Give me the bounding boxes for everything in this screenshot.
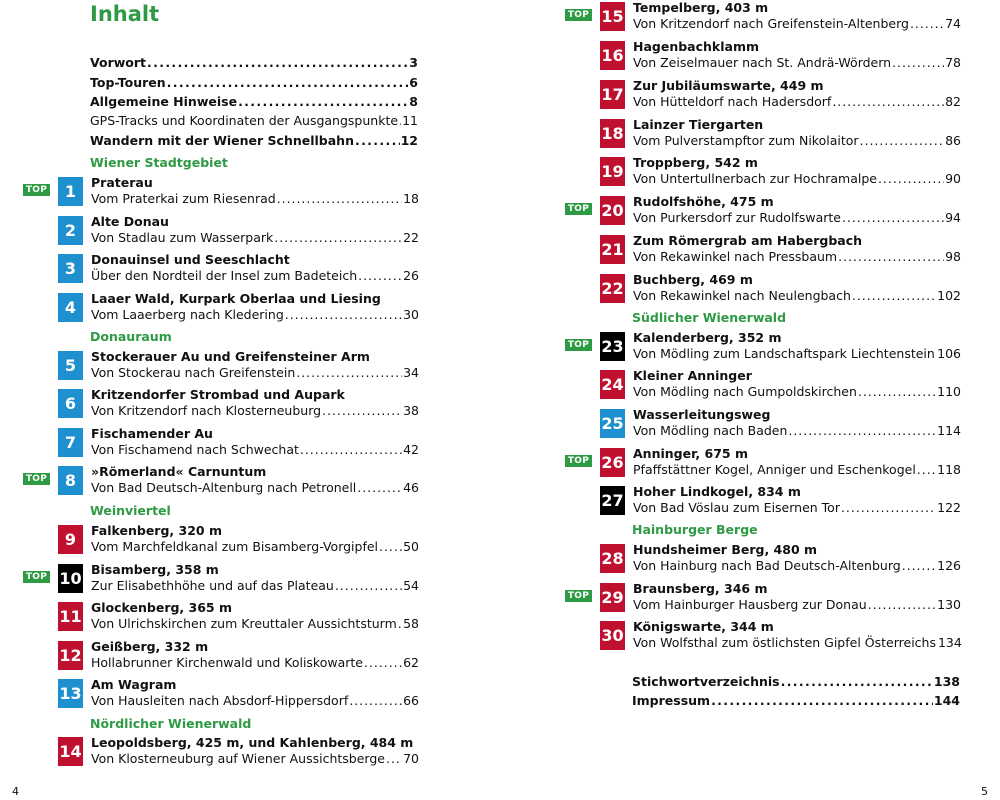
dot-leader xyxy=(910,16,944,31)
dot-leader xyxy=(841,500,936,515)
tour-route-line xyxy=(633,597,961,612)
tour-number-badge: 29 xyxy=(600,583,625,612)
dot-leader xyxy=(167,75,409,90)
tour-route: Von Ulrichskirchen zum Kreuttaler Aussichtsturm xyxy=(91,616,397,631)
tour-route-line xyxy=(91,268,419,283)
tour-page: 98 xyxy=(945,249,961,264)
tour-route: Pfaffstättner Kogel, Anniger und Eschenkogel xyxy=(633,462,916,477)
dot-leader xyxy=(842,210,944,225)
tour-title: Glockenberg, 365 m xyxy=(91,600,233,615)
top-tour-badge: TOP xyxy=(565,590,592,602)
tour-page: 50 xyxy=(403,539,419,554)
dot-leader xyxy=(399,113,401,128)
tour-route: Vom Hainburger Hausberg zur Donau xyxy=(633,597,867,612)
top-tour-badge: TOP xyxy=(565,455,592,467)
tour-entry[interactable] xyxy=(600,542,965,576)
page-number-left: 4 xyxy=(12,785,19,798)
tour-number-badge: 12 xyxy=(58,641,83,670)
tour-route-line xyxy=(91,616,419,631)
tour-entry[interactable] xyxy=(58,387,423,421)
right-page xyxy=(500,0,1000,800)
page-heading: Inhalt xyxy=(90,2,160,26)
tour-route: Vom Pulverstampftor zum Nikolaitor xyxy=(633,133,859,148)
tour-number-badge: 21 xyxy=(600,235,625,264)
dot-leader xyxy=(274,230,402,245)
tour-title: Praterau xyxy=(91,175,153,190)
tour-title: Geißberg, 332 m xyxy=(91,639,209,654)
tour-route-line xyxy=(633,635,961,650)
tour-page: 26 xyxy=(403,268,419,283)
tour-number-badge: 19 xyxy=(600,157,625,186)
tour-number-badge: 8 xyxy=(58,466,83,495)
tour-entry[interactable] xyxy=(600,619,965,653)
tour-number-badge: 3 xyxy=(58,254,83,283)
tour-route-line xyxy=(633,16,961,31)
tour-route-line xyxy=(633,423,961,438)
toc-front-entry[interactable] xyxy=(90,113,418,128)
tour-page: 18 xyxy=(403,191,419,206)
toc-front-entry[interactable] xyxy=(90,94,418,109)
top-tour-badge: TOP xyxy=(23,184,50,196)
tour-route: Von Bad Deutsch-Altenburg nach Petronell xyxy=(91,480,357,495)
tour-page: 42 xyxy=(403,442,419,457)
tour-title: Hundsheimer Berg, 480 m xyxy=(633,542,818,557)
tour-route-line xyxy=(91,655,419,670)
tour-number-badge: 11 xyxy=(58,602,83,631)
tour-entry[interactable] xyxy=(600,272,965,306)
tour-route-line xyxy=(91,539,419,554)
top-tour-badge: TOP xyxy=(23,473,50,485)
tour-title: Bisamberg, 358 m xyxy=(91,562,219,577)
tour-entry[interactable] xyxy=(600,233,965,267)
toc-front-entry-page: 12 xyxy=(400,133,418,148)
tour-route: Hollabrunner Kirchenwald und Koliskowarte xyxy=(91,655,363,670)
tour-page: 110 xyxy=(937,384,961,399)
tour-entry[interactable] xyxy=(58,349,423,383)
toc-front-entry-label: Top-Touren xyxy=(90,75,166,90)
dot-leader xyxy=(147,55,408,70)
tour-entry[interactable] xyxy=(58,291,423,325)
tour-page: 130 xyxy=(937,597,961,612)
tour-route-line xyxy=(633,249,961,264)
tour-route-line xyxy=(91,480,419,495)
section-heading: Hainburger Berge xyxy=(632,522,758,537)
dot-leader xyxy=(285,307,402,322)
tour-route-line xyxy=(91,191,419,206)
tour-route-line xyxy=(633,500,961,515)
toc-front-entry-page: 6 xyxy=(409,75,418,90)
tour-page: 82 xyxy=(945,94,961,109)
tour-title: Hoher Lindkogel, 834 m xyxy=(633,484,801,499)
tour-page: 90 xyxy=(945,171,961,186)
dot-leader xyxy=(852,288,936,303)
tour-route: Von Hainburg nach Bad Deutsch-Altenburg xyxy=(633,558,901,573)
tour-page: 34 xyxy=(403,365,419,380)
toc-back-entry-page: 144 xyxy=(933,693,960,708)
toc-back-entry-label: Stichwortverzeichnis xyxy=(632,674,780,689)
tour-title: Buchberg, 469 m xyxy=(633,272,753,287)
tour-route: Von Stadlau zum Wasserpark xyxy=(91,230,274,245)
tour-page: 54 xyxy=(403,578,419,593)
tour-entry[interactable] xyxy=(600,407,965,441)
top-tour-badge: TOP xyxy=(23,571,50,583)
tour-route-line xyxy=(91,403,419,418)
dot-leader xyxy=(711,693,933,708)
dot-leader xyxy=(357,480,402,495)
dot-leader xyxy=(335,578,402,593)
tour-title: Alte Donau xyxy=(91,214,169,229)
dot-leader xyxy=(300,442,402,457)
dot-leader xyxy=(860,133,945,148)
tour-title: Hagenbachklamm xyxy=(633,39,759,54)
page-number-right: 5 xyxy=(981,785,988,798)
dot-leader xyxy=(838,249,944,264)
dot-leader xyxy=(892,55,944,70)
tour-number-badge: 22 xyxy=(600,274,625,303)
dot-leader xyxy=(364,655,402,670)
tour-entry[interactable] xyxy=(600,0,965,34)
tour-title: Kritzendorfer Strombad und Aupark xyxy=(91,387,345,402)
tour-title: Laaer Wald, Kurpark Oberlaa und Liesing xyxy=(91,291,381,306)
tour-page: 66 xyxy=(403,693,419,708)
dot-leader xyxy=(917,462,936,477)
tour-entry[interactable] xyxy=(58,600,423,634)
dot-leader xyxy=(379,539,402,554)
section-heading: Wiener Stadtgebiet xyxy=(90,155,228,170)
toc-back-entry-page: 138 xyxy=(933,674,960,689)
tour-title: Rudolfshöhe, 475 m xyxy=(633,194,774,209)
tour-number-badge: 13 xyxy=(58,679,83,708)
tour-route-line xyxy=(633,288,961,303)
section-heading: Nördlicher Wienerwald xyxy=(90,716,252,731)
tour-number-badge: 25 xyxy=(600,409,625,438)
tour-number-badge: 10 xyxy=(58,564,83,593)
tour-title: Kleiner Anninger xyxy=(633,368,752,383)
tour-route: Von Untertullnerbach zur Hochramalpe xyxy=(633,171,877,186)
tour-page: 86 xyxy=(945,133,961,148)
tour-title: Königswarte, 344 m xyxy=(633,619,774,634)
tour-entry[interactable] xyxy=(600,39,965,73)
toc-front-entry-page: 11 xyxy=(402,113,418,128)
tour-page: 30 xyxy=(403,307,419,322)
tour-route-line xyxy=(633,346,961,361)
tour-entry[interactable] xyxy=(58,426,423,460)
tour-title: Braunsberg, 346 m xyxy=(633,581,768,596)
dot-leader xyxy=(878,171,944,186)
tour-page: 38 xyxy=(403,403,419,418)
tour-page: 118 xyxy=(937,462,961,477)
dot-leader xyxy=(322,403,402,418)
tour-entry[interactable] xyxy=(600,368,965,402)
tour-number-badge: 9 xyxy=(58,525,83,554)
toc-front-entry-page: 3 xyxy=(409,55,418,70)
tour-route: Von Wolfsthal zum östlichsten Gipfel Österreichs xyxy=(633,635,936,650)
tour-entry[interactable] xyxy=(600,78,965,112)
toc-front-entry-label: GPS-Tracks und Koordinaten der Ausgangspunkte xyxy=(90,113,399,128)
tour-entry[interactable] xyxy=(600,117,965,151)
dot-leader xyxy=(832,94,944,109)
tour-page: 126 xyxy=(937,558,961,573)
tour-title: »Römerland« Carnuntum xyxy=(91,464,267,479)
tour-number-badge: 5 xyxy=(58,351,83,380)
tour-title: Wasserleitungsweg xyxy=(633,407,771,422)
tour-title: Kalenderberg, 352 m xyxy=(633,330,782,345)
tour-number-badge: 30 xyxy=(600,621,625,650)
tour-route: Vom Praterkai zum Riesenrad xyxy=(91,191,276,206)
tour-number-badge: 6 xyxy=(58,389,83,418)
dot-leader xyxy=(858,384,936,399)
tour-entry[interactable] xyxy=(58,562,423,596)
dot-leader xyxy=(296,365,402,380)
tour-route: Von Mödling zum Landschaftspark Liechtenstein xyxy=(633,346,935,361)
tour-page: 122 xyxy=(937,500,961,515)
toc-front-entry-label: Vorwort xyxy=(90,55,147,70)
tour-number-badge: 26 xyxy=(600,448,625,477)
tour-page: 114 xyxy=(937,423,961,438)
tour-page: 58 xyxy=(403,616,419,631)
section-heading: Donauraum xyxy=(90,329,172,344)
tour-entry[interactable] xyxy=(600,484,965,518)
tour-route: Von Hütteldorf nach Hadersdorf xyxy=(633,94,832,109)
tour-number-badge: 27 xyxy=(600,486,625,515)
tour-route-line xyxy=(633,558,961,573)
tour-number-badge: 17 xyxy=(600,80,625,109)
tour-title: Leopoldsberg, 425 m, und Kahlenberg, 484 m xyxy=(91,735,414,750)
tour-route-line xyxy=(91,307,419,322)
tour-route-line xyxy=(633,462,961,477)
section-heading: Südlicher Wienerwald xyxy=(632,310,787,325)
tour-route: Von Kritzendorf nach Greifenstein-Altenberg xyxy=(633,16,909,31)
tour-page: 70 xyxy=(403,751,419,766)
tour-page: 94 xyxy=(945,210,961,225)
tour-title: Falkenberg, 320 m xyxy=(91,523,222,538)
tour-route: Vom Marchfeldkanal zum Bisamberg-Vorgipfel xyxy=(91,539,379,554)
tour-title: Zum Römergrab am Habergbach xyxy=(633,233,863,248)
dot-leader xyxy=(868,597,936,612)
toc-front-entry[interactable] xyxy=(90,75,418,90)
tour-number-badge: 20 xyxy=(600,196,625,225)
tour-entry[interactable] xyxy=(58,464,423,498)
dot-leader xyxy=(902,558,936,573)
toc-back-entry[interactable] xyxy=(632,674,960,689)
tour-title: Am Wagram xyxy=(91,677,177,692)
tour-route-line xyxy=(91,230,419,245)
toc-back-entry[interactable] xyxy=(632,693,960,708)
tour-number-badge: 23 xyxy=(600,332,625,361)
tour-title: Stockerauer Au und Greifensteiner Arm xyxy=(91,349,370,364)
tour-page: 134 xyxy=(937,635,962,650)
tour-entry[interactable] xyxy=(600,446,965,480)
tour-entry[interactable] xyxy=(58,639,423,673)
tour-number-badge: 1 xyxy=(58,177,83,206)
section-heading: Weinviertel xyxy=(90,503,171,518)
tour-route-line xyxy=(633,94,961,109)
tour-page: 74 xyxy=(945,16,961,31)
toc-front-entry[interactable] xyxy=(90,133,418,148)
tour-number-badge: 2 xyxy=(58,216,83,245)
toc-back-entry-label: Impressum xyxy=(632,693,711,708)
dot-leader xyxy=(349,693,402,708)
tour-entry[interactable] xyxy=(58,214,423,248)
dot-leader xyxy=(386,751,402,766)
tour-number-badge: 16 xyxy=(600,41,625,70)
dot-leader xyxy=(277,191,402,206)
dot-leader xyxy=(788,423,936,438)
tour-title: Tempelberg, 403 m xyxy=(633,0,769,15)
tour-title: Troppberg, 542 m xyxy=(633,155,758,170)
tour-route: Von Fischamend nach Schwechat xyxy=(91,442,299,457)
tour-route-line xyxy=(91,751,419,766)
tour-entry[interactable] xyxy=(600,155,965,189)
tour-page: 46 xyxy=(403,480,419,495)
tour-route: Über den Nordteil der Insel zum Badeteich xyxy=(91,268,358,283)
toc-front-entry-page: 8 xyxy=(409,94,418,109)
tour-page: 78 xyxy=(945,55,961,70)
tour-title: Fischamender Au xyxy=(91,426,213,441)
tour-title: Donauinsel und Seeschlacht xyxy=(91,252,290,267)
tour-route: Von Mödling nach Baden xyxy=(633,423,788,438)
tour-route-line xyxy=(91,442,419,457)
tour-route: Von Bad Vöslau zum Eisernen Tor xyxy=(633,500,840,515)
tour-route: Von Purkersdorf zur Rudolfswarte xyxy=(633,210,841,225)
tour-entry[interactable] xyxy=(600,330,965,364)
tour-title: Anninger, 675 m xyxy=(633,446,748,461)
tour-route-line xyxy=(91,365,419,380)
tour-number-badge: 24 xyxy=(600,370,625,399)
tour-title: Lainzer Tiergarten xyxy=(633,117,764,132)
tour-number-badge: 4 xyxy=(58,293,83,322)
tour-route-line xyxy=(633,133,961,148)
tour-entry[interactable] xyxy=(600,581,965,615)
tour-number-badge: 7 xyxy=(58,428,83,457)
tour-title: Zur Jubiläumswarte, 449 m xyxy=(633,78,824,93)
tour-page: 22 xyxy=(403,230,419,245)
dot-leader xyxy=(398,616,402,631)
top-tour-badge: TOP xyxy=(565,9,592,21)
tour-route: Zur Elisabethhöhe und auf das Plateau xyxy=(91,578,334,593)
tour-number-badge: 15 xyxy=(600,2,625,31)
toc-front-entry-label: Wandern mit der Wiener Schnellbahn xyxy=(90,133,354,148)
dot-leader xyxy=(358,268,402,283)
tour-page: 62 xyxy=(403,655,419,670)
tour-route-line xyxy=(633,210,961,225)
tour-route-line xyxy=(633,171,961,186)
tour-entry[interactable] xyxy=(58,735,423,769)
tour-page: 106 xyxy=(937,346,961,361)
dot-leader xyxy=(355,133,400,148)
tour-route: Von Kritzendorf nach Klosterneuburg xyxy=(91,403,322,418)
tour-route-line xyxy=(91,693,419,708)
tour-number-badge: 14 xyxy=(58,737,83,766)
top-tour-badge: TOP xyxy=(565,203,592,215)
tour-entry[interactable] xyxy=(58,252,423,286)
tour-entry[interactable] xyxy=(58,677,423,711)
toc-front-entry[interactable] xyxy=(90,55,418,70)
tour-route: Von Rekawinkel nach Pressbaum xyxy=(633,249,838,264)
tour-number-badge: 18 xyxy=(600,119,625,148)
tour-page: 102 xyxy=(937,288,961,303)
dot-leader xyxy=(781,674,933,689)
tour-route: Vom Laaerberg nach Kledering xyxy=(91,307,284,322)
tour-entry[interactable] xyxy=(58,175,423,209)
tour-entry[interactable] xyxy=(58,523,423,557)
tour-route: Von Hausleiten nach Absdorf-Hippersdorf xyxy=(91,693,349,708)
tour-route: Von Mödling nach Gumpoldskirchen xyxy=(633,384,857,399)
tour-route: Von Zeiselmauer nach St. Andrä-Wördern xyxy=(633,55,892,70)
tour-entry[interactable] xyxy=(600,194,965,228)
toc-front-entry-label: Allgemeine Hinweise xyxy=(90,94,238,109)
tour-number-badge: 28 xyxy=(600,544,625,573)
tour-route-line xyxy=(91,578,419,593)
tour-route-line xyxy=(633,55,961,70)
dot-leader xyxy=(238,94,408,109)
tour-route: Von Rekawinkel nach Neulengbach xyxy=(633,288,851,303)
tour-route: Von Klosterneuburg auf Wiener Aussichtsberge xyxy=(91,751,385,766)
top-tour-badge: TOP xyxy=(565,339,592,351)
tour-route: Von Stockerau nach Greifenstein xyxy=(91,365,296,380)
tour-route-line xyxy=(633,384,961,399)
